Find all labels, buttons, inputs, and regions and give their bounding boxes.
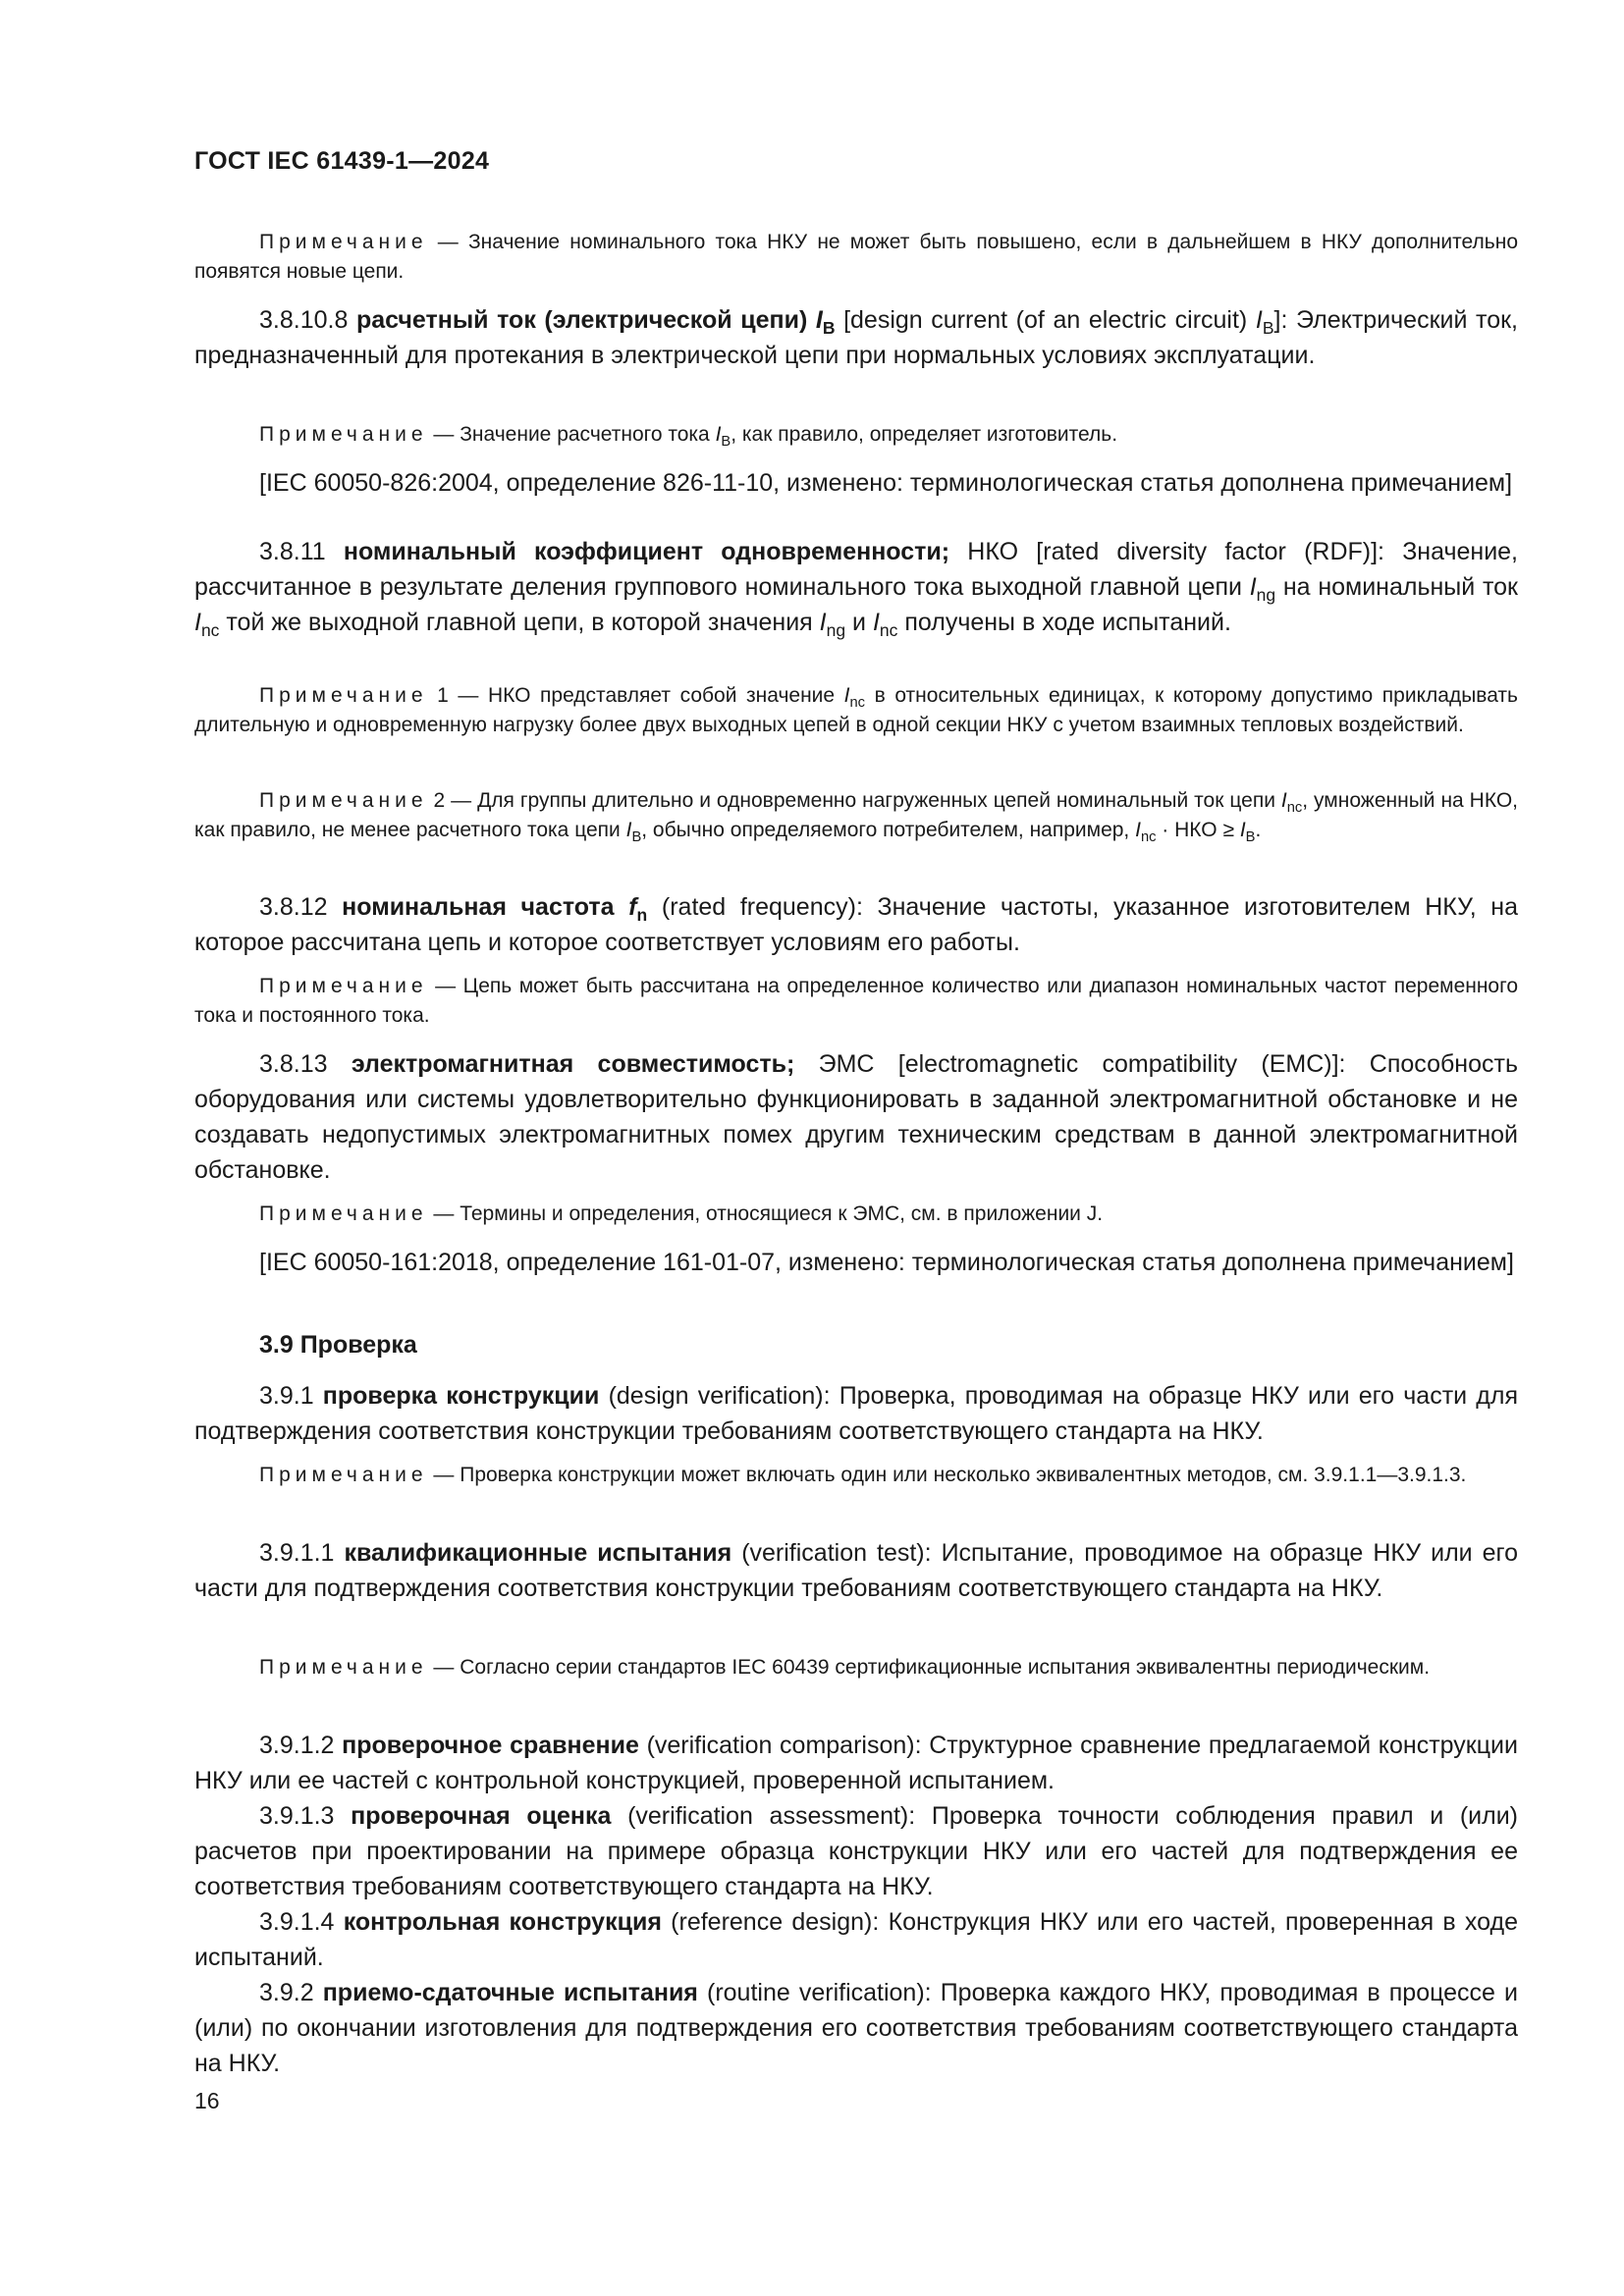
term-name: проверочная оценка	[351, 1802, 612, 1830]
term-entry-3-8-11: 3.8.11 номинальный коэффициент одновременности; НКО [rated diversity factor (RDF)]: Значение, рассчитанное в результате деления группового номинального тока выходной главной цепи $I_{ng}$ на номинальный ток $I_{nc}$ той же выходной главной цепи, в которой значения $I_{ng}$ и $I_{nc}$ получены в ходе испытаний.	[194, 538, 1519, 640]
term-definition: (verification assessment): Проверка точности соблюдения правил и (или) расчетов при проектировании на примере образца конструкции НКУ или его частей для подтверждения ее соответствия требованиям соответствующего стандарта на НКУ.	[194, 1802, 1518, 1900]
term-number: 3.9.1.2	[259, 1732, 343, 1759]
term-entry-3-9-1-4	[194, 1904, 1518, 1975]
section-heading: 3.9 Проверка	[259, 1331, 417, 1359]
term-entry-3-8-13	[194, 1046, 1518, 1188]
note-block: Примечание — Значение расчетного тока $I_B$, как правило, определяет изготовитель.	[259, 423, 1118, 451]
term-definition: (routine verification): Проверка каждого НКУ, проводимая в процессе и (или) по окончании изготовления для подтверждения его соответствия требованиям соответствующего стандарта на НКУ.	[194, 1979, 1518, 2077]
note-block: Примечание — Согласно серии стандартов IEC 60439 сертификационные испытания эквивалентны периодическим.	[259, 1656, 1431, 1679]
term-entry-3-9-1-2	[194, 1728, 1518, 1798]
note-label: Примечание	[259, 975, 428, 997]
note-label: Примечание	[259, 1464, 428, 1486]
reference-block	[194, 1245, 1518, 1280]
note-block: Примечание — Проверка конструкции может включать один или несколько эквивалентных методов, см. 3.9.1.1—3.9.1.3.	[259, 1464, 1467, 1486]
term-name: проверочное сравнение	[342, 1732, 639, 1759]
note-text: Проверка конструкции может включать один или несколько эквивалентных методов, см. 3.9.1.1—3.9.1.3.	[460, 1464, 1467, 1486]
note-block: Примечание — Термины и определения, относящиеся к ЭМС, см. в приложении J.	[259, 1202, 1104, 1225]
note-text: Цепь может быть рассчитана на определенное количество или диапазон номинальных частот переменного тока и постоянного тока.	[194, 975, 1518, 1027]
term-name: расчетный ток (электрической цепи)	[355, 306, 816, 334]
term-name: контрольная конструкция	[343, 1908, 662, 1936]
term-name: номинальный коэффициент одновременности;	[343, 538, 950, 565]
term-name: приемо-сдаточные испытания	[322, 1979, 698, 2006]
term-number: 3.8.13	[259, 1050, 352, 1078]
term-name: проверка конструкции	[322, 1382, 600, 1410]
reference-text: [IEC 60050-161:2018, определение 161-01-07, изменено: терминологическая статья дополнена примечанием]	[259, 1249, 1514, 1276]
note-label: Примечание	[259, 423, 428, 446]
term-definition: ЭМС [electromagnetic compatibility (EMC)]: Способность оборудования или системы удовлетворительно функционировать в заданной электромагнитной обстановке и не создавать недопустимых электромагнитных помех другим техническим средствам в данной электромагнитной обстановке.	[194, 1050, 1518, 1184]
term-name: квалификационные испытания	[344, 1539, 732, 1567]
note-label: Примечание	[259, 1202, 428, 1225]
note-text: Значение номинального тока НКУ не может быть повышено, если в дальнейшем в НКУ дополнительно появятся новые цепи.	[194, 231, 1518, 283]
note-block: Примечание 2 — Для группы длительно и одновременно нагруженных цепей номинальный ток цепи $I_{nc}$, умноженный на НКО, как правило, не менее расчетного тока цепи $I_B$, обычно определяемого потребителем, например, $I_{nc}$ · НКО ≥ $I_B$.	[194, 789, 1519, 846]
note-block: Примечание 1 — НКО представляет собой значение $I_{nc}$ в относительных единицах, к которому допустимо прикладывать длительную и одновременную нагрузку более двух выходных цепей в одной секции НКУ с учетом взаимных тепловых воздействий.	[194, 684, 1518, 736]
term-number: 3.9.2	[259, 1979, 323, 2006]
note-label: Примечание	[259, 684, 428, 707]
term-entry-3-9-1-3	[194, 1798, 1518, 1904]
term-entry-3-9-1	[194, 1378, 1518, 1449]
document-header: ГОСТ IEC 61439-1—2024	[194, 147, 490, 175]
term-number: 3.8.10.8	[259, 306, 356, 334]
term-number: 3.9.1.3	[259, 1802, 352, 1830]
section-heading-3-9	[194, 1327, 1518, 1362]
term-definition: (design verification): Проверка, проводимая на образце НКУ или его части для подтверждения соответствия конструкции требованиям соответствующего стандарта на НКУ.	[194, 1382, 1518, 1445]
term-definition: ]: Электрический ток, предназначенный для протекания в электрической цепи при нормальных условиях эксплуатации.	[194, 306, 1519, 369]
note-block: Примечание — Цепь может быть рассчитана на определенное количество или диапазон номинальных частот переменного тока и постоянного тока.	[194, 975, 1518, 1027]
term-definition: (verification comparison): Структурное сравнение предлагаемой конструкции НКУ или ее частей с контрольной конструкцией, проверенной испытанием.	[194, 1732, 1518, 1794]
note-label: Примечание	[259, 789, 428, 812]
term-definition: (reference design): Конструкция НКУ или его частей, проверенная в ходе испытаний.	[194, 1908, 1518, 1971]
note-text: Согласно серии стандартов IEC 60439 сертификационные испытания эквивалентны периодическим.	[460, 1656, 1431, 1679]
term-entry-3-8-12: 3.8.12 номинальная частота $f_n$ (rated frequency): Значение частоты, указанное изготовителем НКУ, на которое рассчитана цепь и которое соответствует условиям его работы.	[194, 893, 1518, 956]
term-number: 3.8.12	[259, 893, 343, 921]
term-entry-3-8-10-8: 3.8.10.8 расчетный ток (электрической цепи) $I_B$ [design current (of an electric circuit) $I_B$]: Электрический ток, предназначенный для протекания в электрической цепи при нормальных условиях эксплуатации.	[194, 306, 1519, 369]
term-entry-3-9-2	[194, 1975, 1518, 2081]
note-block: Примечание — Значение номинального тока НКУ не может быть повышено, если в дальнейшем в НКУ дополнительно появятся новые цепи.	[194, 231, 1518, 283]
term-number: 3.9.1.4	[259, 1908, 344, 1936]
term-definition: (verification test): Испытание, проводимое на образце НКУ или его части для подтверждения соответствия конструкции требованиям соответствующего стандарта на НКУ.	[194, 1539, 1518, 1602]
reference-text: [IEC 60050-826:2004, определение 826-11-10, изменено: терминологическая статья дополнена примечанием]	[259, 469, 1513, 497]
term-name: номинальная частота	[342, 893, 629, 921]
note-label: Примечание	[259, 231, 428, 253]
term-entry-3-9-1-1	[194, 1535, 1518, 1606]
term-number: 3.9.1	[259, 1382, 323, 1410]
term-definition: (rated frequency): Значение частоты, указанное изготовителем НКУ, на которое рассчитана цепь и которое соответствует условиям его работы.	[194, 893, 1518, 956]
note-label: Примечание	[259, 1656, 428, 1679]
term-name: электромагнитная совместимость;	[351, 1050, 795, 1078]
term-number: 3.9.1.1	[259, 1539, 345, 1567]
term-number: 3.8.11	[259, 538, 344, 565]
reference-block	[194, 465, 1518, 501]
page-number: 16	[194, 2088, 220, 2113]
note-text: Термины и определения, относящиеся к ЭМС, см. в приложении J.	[460, 1202, 1104, 1225]
